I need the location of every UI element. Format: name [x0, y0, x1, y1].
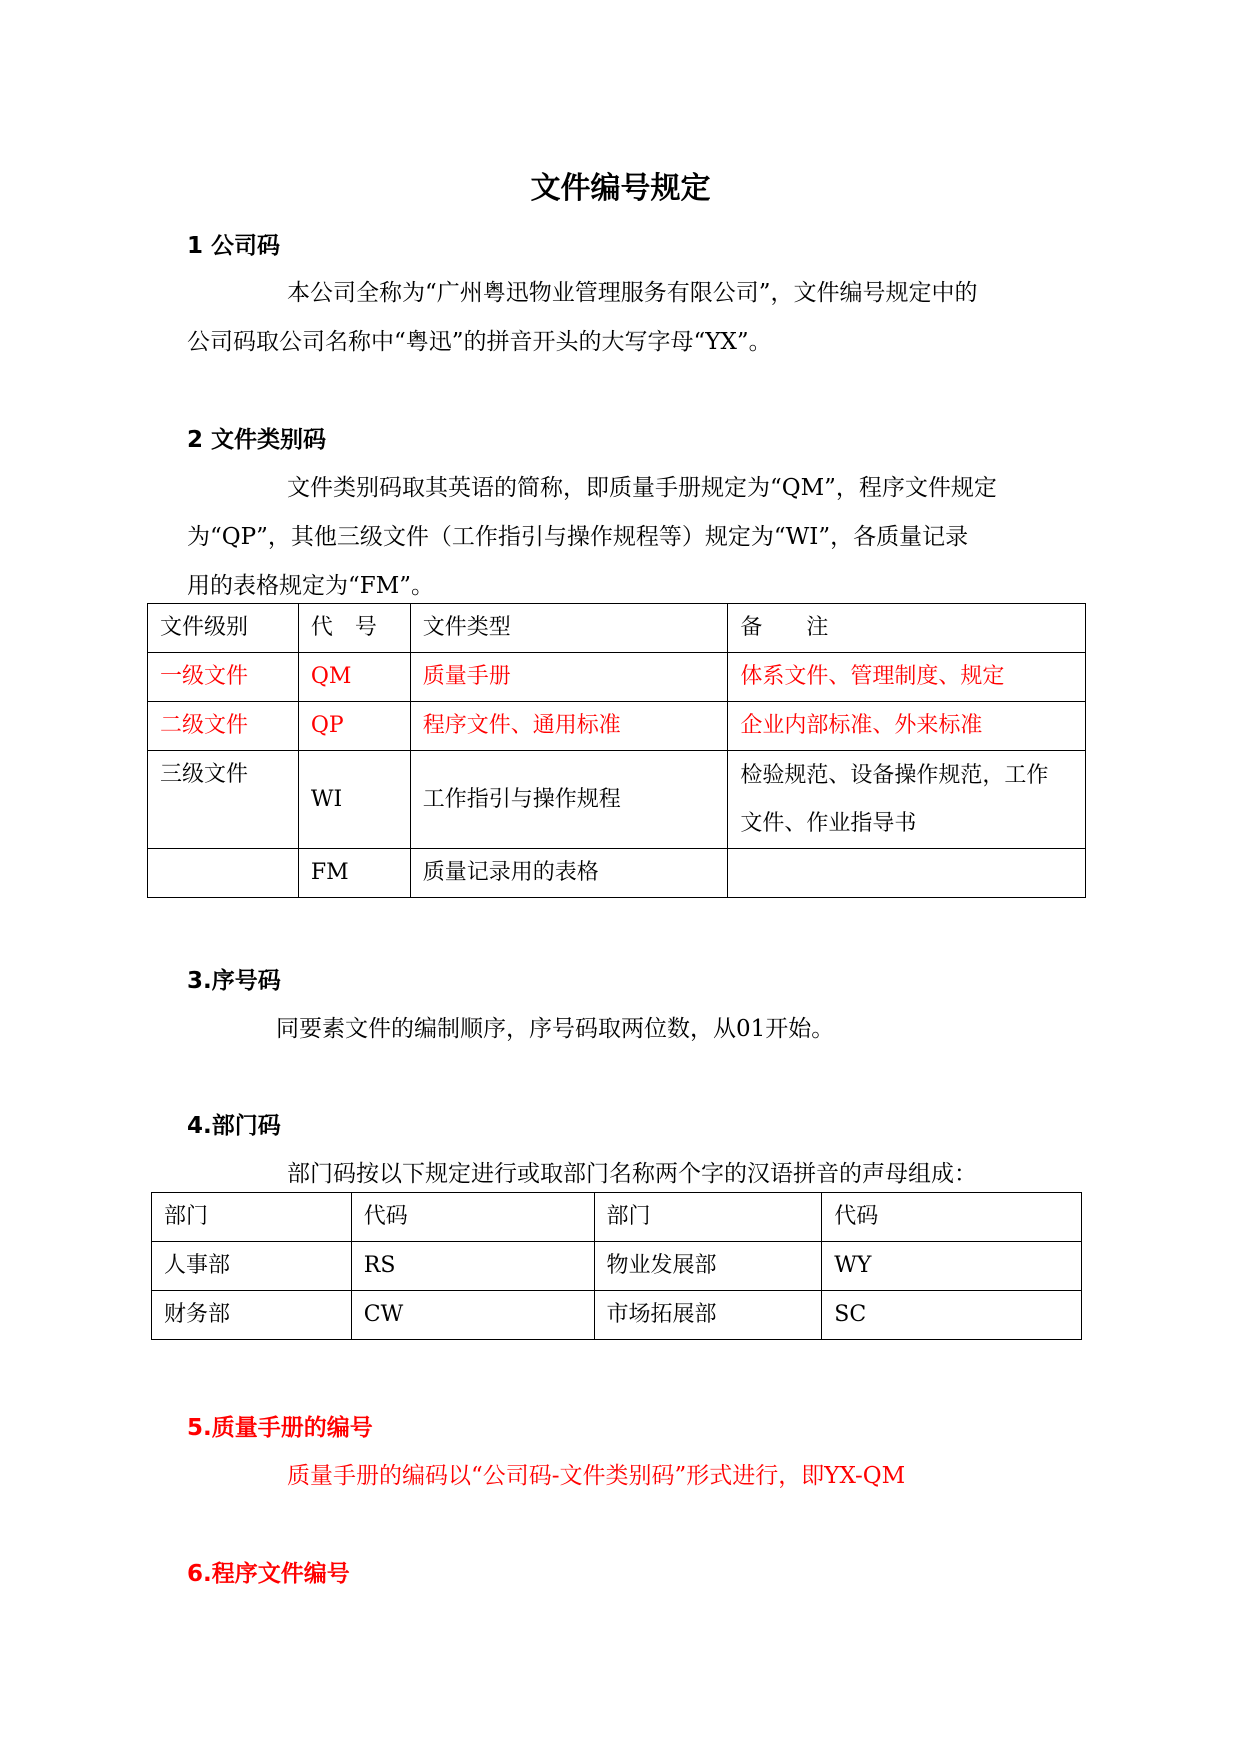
table-cell: 物业发展部 [594, 1242, 822, 1291]
section-5-text-line-1: 质量手册的编码以“公司码-文件类别码”形式进行，即YX-QM [287, 1463, 906, 1489]
section-2-text-line-1: 文件类别码取其英语的简称，即质量手册规定为“QM”，程序文件规定 [287, 475, 997, 501]
section-2-text-line-3: 用的表格规定为“FM”。 [187, 573, 435, 599]
table-header-cell: 代码 [351, 1193, 594, 1242]
table-header-cell: 代 号 [298, 604, 410, 653]
section-5-heading: 5.质量手册的编号 [187, 1415, 373, 1441]
file-category-table [147, 603, 1086, 898]
table-cell-line: 文件、作业指导书 [740, 810, 917, 836]
section-2-heading: 2 文件类别码 [187, 427, 327, 453]
table-row [148, 702, 1086, 751]
table-cell [728, 751, 1086, 849]
table-header-cell: 代码 [822, 1193, 1082, 1242]
table-row [152, 1242, 1082, 1291]
table-header-row [148, 604, 1086, 653]
page-title: 文件编号规定 [530, 171, 711, 206]
table-cell: 三级文件 [148, 751, 299, 849]
section-4-text-line-1: 部门码按以下规定进行或取部门名称两个字的汉语拼音的声母组成： [287, 1161, 977, 1187]
table-cell: 二级文件 [148, 702, 299, 751]
section-1-heading: 1 公司码 [187, 233, 281, 259]
table-cell: SC [822, 1291, 1082, 1340]
table-cell: 质量手册 [410, 653, 728, 702]
section-4-heading: 4.部门码 [187, 1113, 281, 1139]
table-cell: 质量记录用的表格 [410, 849, 728, 898]
table-cell: WY [822, 1242, 1082, 1291]
table-cell: 财务部 [152, 1291, 352, 1340]
table-cell: 一级文件 [148, 653, 299, 702]
table-header-cell: 文件类型 [410, 604, 728, 653]
section-3-heading: 3.序号码 [187, 968, 281, 994]
table-cell-line: 检验规范、设备操作规范，工作 [740, 762, 1049, 788]
table-row [148, 751, 1086, 849]
table-row [152, 1291, 1082, 1340]
table-cell: 工作指引与操作规程 [410, 751, 728, 849]
section-1-text-line-2: 公司码取公司名称中“粤迅”的拼音开头的大写字母“YX”。 [187, 329, 772, 355]
table-cell: 企业内部标准、外来标准 [728, 702, 1086, 751]
table-header-cell: 部门 [594, 1193, 822, 1242]
department-code-table [151, 1192, 1082, 1340]
section-1-text-line-1: 本公司全称为“广州粤迅物业管理服务有限公司”，文件编号规定中的 [287, 280, 978, 306]
table-header-row [152, 1193, 1082, 1242]
table-header-cell: 备 注 [728, 604, 1086, 653]
table-cell: WI [298, 751, 410, 849]
table-cell: FM [298, 849, 410, 898]
table-row [148, 849, 1086, 898]
table-cell [148, 849, 299, 898]
section-2-text-line-2: 为“QP”，其他三级文件（工作指引与操作规程等）规定为“WI”，各质量记录 [187, 524, 969, 550]
table-cell: QM [298, 653, 410, 702]
table-cell: 体系文件、管理制度、规定 [728, 653, 1086, 702]
table-cell [728, 849, 1086, 898]
table-cell: 程序文件、通用标准 [410, 702, 728, 751]
section-6-heading: 6.程序文件编号 [187, 1561, 350, 1587]
table-row [148, 653, 1086, 702]
table-cell: CW [351, 1291, 594, 1340]
table-cell: 人事部 [152, 1242, 352, 1291]
table-cell: QP [298, 702, 410, 751]
table-header-cell: 文件级别 [148, 604, 299, 653]
table-cell: 市场拓展部 [594, 1291, 822, 1340]
table-cell: RS [351, 1242, 594, 1291]
section-3-text-line-1: 同要素文件的编制顺序，序号码取两位数，从01开始。 [276, 1016, 835, 1042]
table-header-cell: 部门 [152, 1193, 352, 1242]
